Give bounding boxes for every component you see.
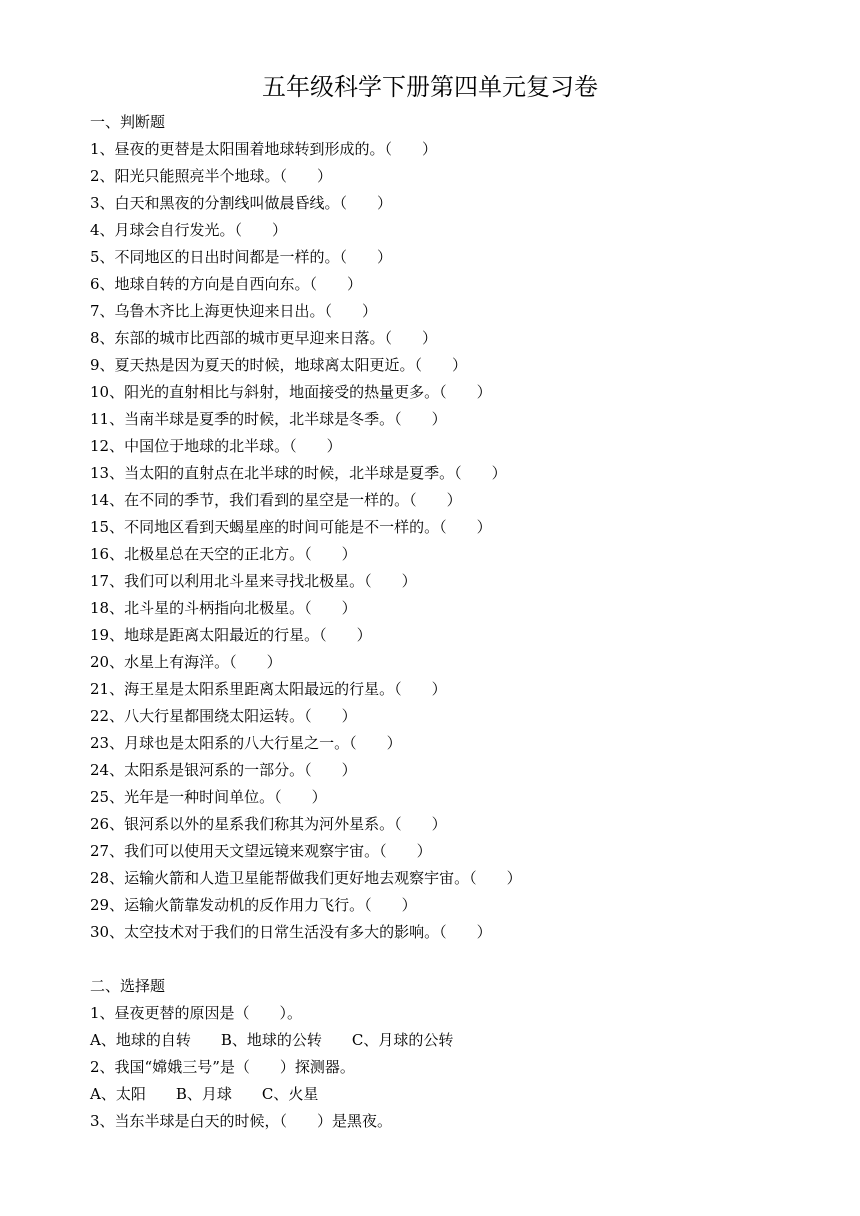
question-item: 13、当太阳的直射点在北半球的时候，北半球是夏季。（ ） [90,464,507,482]
question-item: 26、银河系以外的星系我们称其为河外星系。（ ） [90,815,447,833]
question-item: 19、地球是距离太阳最近的行星。（ ） [90,626,372,644]
question-item: 10、阳光的直射相比与斜射，地面接受的热量更多。（ ） [90,383,492,401]
section-true-false [90,109,522,946]
question-item: 9、夏天热是因为夏天的时候，地球离太阳更近。（ ） [90,356,468,374]
section-heading: 一、判断题 [90,113,166,131]
question-item: 18、北斗星的斗柄指向北极星。（ ） [90,599,357,617]
question-list [90,1000,453,1135]
question-item: 22、八大行星都围绕太阳运转。（ ） [90,707,357,725]
question-item: 30、太空技术对于我们的日常生活没有多大的影响。（ ） [90,923,492,941]
question-item: 14、在不同的季节，我们看到的星空是一样的。（ ） [90,491,462,509]
question-item: 8、东部的城市比西部的城市更早迎来日落。（ ） [90,329,438,347]
question-item: 12、中国位于地球的北半球。（ ） [90,437,342,455]
question-item: 5、不同地区的日出时间都是一样的。（ ） [90,248,393,266]
question-item: A、太阳 B、月球 C、火星 [90,1085,319,1103]
question-item: 25、光年是一种时间单位。（ ） [90,788,327,806]
question-item: 1、昼夜更替的原因是（ ）。 [90,1004,303,1022]
question-item: 16、北极星总在天空的正北方。（ ） [90,545,357,563]
question-item: 4、月球会自行发光。（ ） [90,221,288,239]
question-item: 3、白天和黑夜的分割线叫做晨昏线。（ ） [90,194,393,212]
question-item: 29、运输火箭靠发动机的反作用力飞行。（ ） [90,896,417,914]
question-item: 17、我们可以利用北斗星来寻找北极星。（ ） [90,572,417,590]
question-item: 11、当南半球是夏季的时候，北半球是冬季。（ ） [90,410,447,428]
question-list [90,136,522,946]
question-item: 6、地球自转的方向是自西向东。（ ） [90,275,363,293]
section-multiple-choice [90,973,453,1135]
question-item: 15、不同地区看到天蝎星座的时间可能是不一样的。（ ） [90,518,492,536]
question-item: 2、阳光只能照亮半个地球。（ ） [90,167,333,185]
question-item: 1、昼夜的更替是太阳围着地球转到形成的。（ ） [90,140,438,158]
question-item: 20、水星上有海洋。（ ） [90,653,282,671]
question-item: A、地球的自转 B、地球的公转 C、月球的公转 [90,1031,454,1049]
question-item: 3、当东半球是白天的时候，（ ）是黑夜。 [90,1112,393,1130]
question-item: 27、我们可以使用天文望远镜来观察宇宙。（ ） [90,842,432,860]
question-item: 23、月球也是太阳系的八大行星之一。（ ） [90,734,402,752]
question-item: 21、海王星是太阳系里距离太阳最远的行星。（ ） [90,680,447,698]
question-item: 2、我国“嫦娥三号”是（ ）探测器。 [90,1058,355,1076]
question-item: 24、太阳系是银河系的一部分。（ ） [90,761,357,779]
question-item: 28、运输火箭和人造卫星能帮做我们更好地去观察宇宙。（ ） [90,869,522,887]
section-heading: 二、选择题 [90,977,166,995]
page-title: 五年级科学下册第四单元复习卷 [262,73,598,101]
question-item: 7、乌鲁木齐比上海更快迎来日出。（ ） [90,302,378,320]
